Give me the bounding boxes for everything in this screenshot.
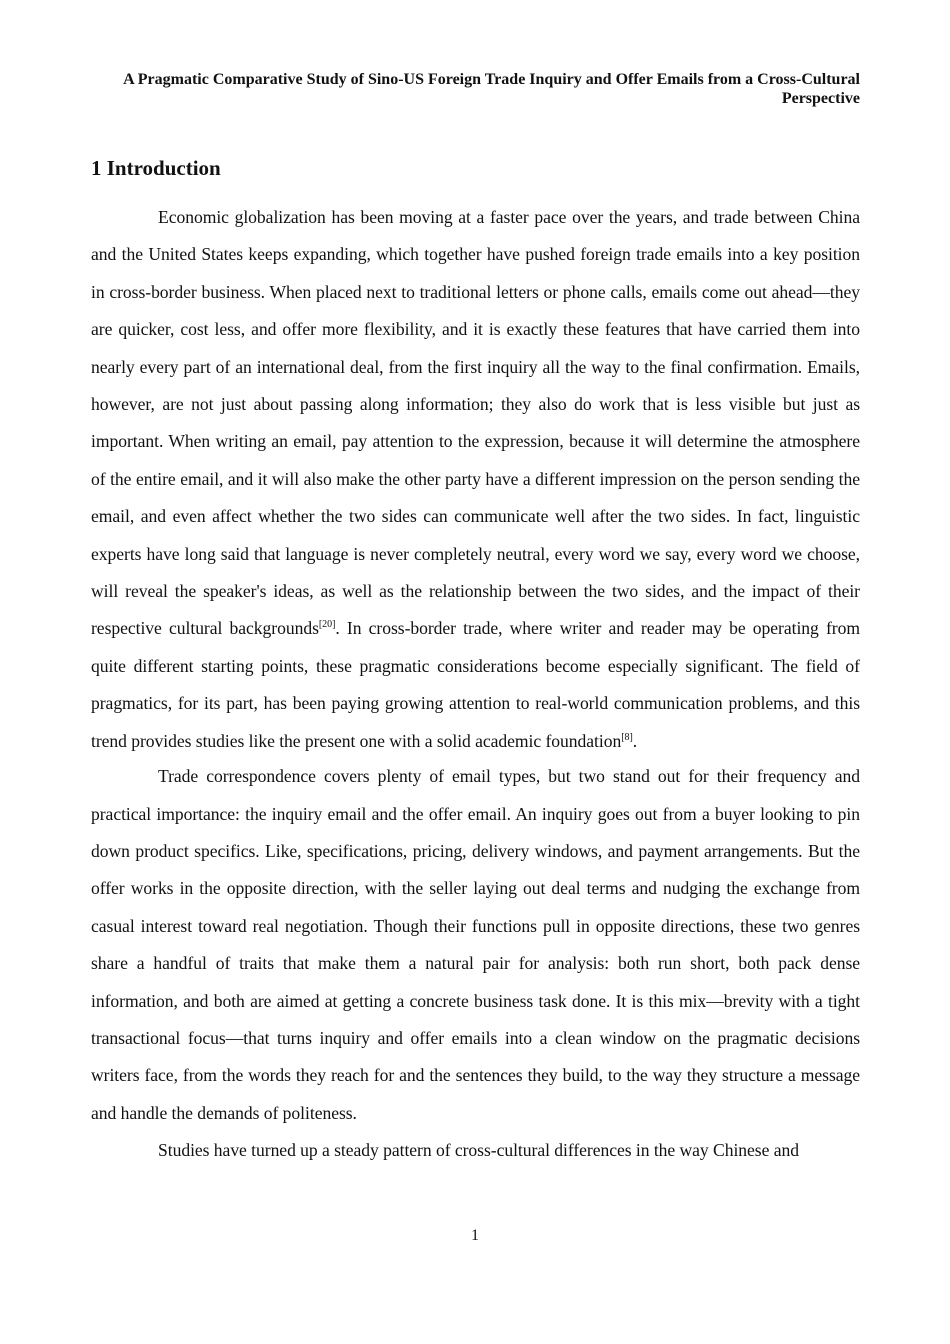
citation-20: [20] <box>318 619 336 631</box>
page-number: 1 <box>471 1227 479 1244</box>
body-text <box>91 199 860 1170</box>
paragraph-text: Trade correspondence covers plenty of email types, but two stand out for their frequency and practical importance: the inquiry email and the offer email. An inquiry goes out from a buyer looking to pin down product specifics. Like, specifications, pricing, delivery windows, and payment arrangements. But the offer works in the opposite direction, with the seller laying out deal terms and nudging the exchange from casual interest toward real negotiation. Though their functions pull in opposite directions, these two genres share a handful of traits that make them a natural pair for analysis: both run short, both pack dense information, and both are aimed at getting a concrete business task done. It is this mix—brevity with a tight transactional focus—that turns inquiry and offer emails into a clean window on the pragmatic decisions writers face, from the words they reach for and the sentences they build, to the way they structure a message and handle the demands of politeness. <box>91 766 860 1123</box>
paragraph-1 <box>91 199 860 760</box>
paragraph-2 <box>91 758 860 1132</box>
paragraph-text: . In cross-border trade, where writer and reader may be operating from quite different starting points, these pragmatic considerations become especially significant. The field of pragmatics, for its part, has been paying growing attention to real-world communication problems, and this trend provides studies like the present one with a solid academic foundation <box>91 618 860 751</box>
paragraph-3 <box>91 1132 860 1169</box>
paragraph-text: Studies have turned up a steady pattern of cross-cultural differences in the way Chinese and <box>158 1140 799 1161</box>
paragraph-text: Economic globalization has been moving at a faster pace over the years, and trade between China and the United States keeps expanding, which together have pushed foreign trade emails into a key position in cross-border business. When placed next to traditional letters or phone calls, emails come out ahead—they are quicker, cost less, and offer more flexibility, and it is exactly these features that have carried them into nearly every part of an international deal, from the first inquiry all the way to the final confirmation. Emails, however, are not just about passing along information; they also do work that is less visible but just as important. When writing an email, pay attention to the expression, because it will determine the atmosphere of the entire email, and it will also make the other party have a different impression on the person sending the email, and even affect whether the two sides can communicate well after the two sides. In fact, linguistic experts have long said that language is never completely neutral, every word we say, every word we choose, will reveal the speaker's ideas, as well as the relationship between the two sides, and the impact of their respective cultural backgrounds <box>91 207 860 639</box>
paragraph-text: . <box>632 730 638 751</box>
running-header: A Pragmatic Comparative Study of Sino-US Foreign Trade Inquiry and Offer Emails from a Cross-Cultural Perspective <box>123 71 860 107</box>
section-heading: 1 Introduction <box>91 156 221 180</box>
citation-8: [8] <box>621 731 633 743</box>
